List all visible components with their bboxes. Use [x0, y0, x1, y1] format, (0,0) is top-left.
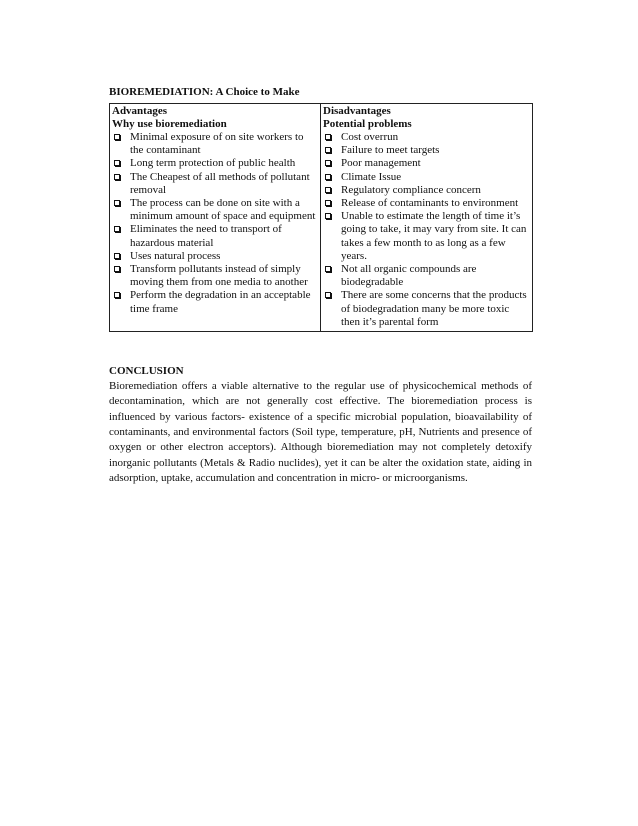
list-item-text: Transform pollutants instead of simply moving them from one media to another — [130, 263, 308, 289]
list-item — [112, 197, 318, 223]
advantages-disadvantages-table — [109, 103, 533, 332]
list-item — [323, 210, 530, 263]
list-item — [112, 171, 318, 197]
list-item — [323, 171, 530, 184]
list-item-text: Release of contaminants to environment — [341, 197, 519, 210]
conclusion-section — [109, 365, 532, 486]
list-item — [112, 223, 318, 249]
list-item-text: Long term protection of public health — [130, 157, 296, 170]
checkbox-bullet-icon — [114, 134, 120, 140]
list-item-text: Uses natural process — [130, 249, 221, 262]
advantages-heading: Advantages — [112, 105, 168, 117]
list-item — [112, 131, 318, 157]
checkbox-bullet-icon — [325, 266, 331, 272]
list-item — [112, 250, 318, 263]
advantages-list — [112, 131, 318, 316]
document-page — [109, 86, 532, 486]
checkbox-bullet-icon — [325, 134, 331, 140]
advantages-subheading: Why use bioremediation — [112, 118, 227, 130]
checkbox-bullet-icon — [325, 160, 331, 166]
list-item-text: Not all organic compounds are biodegradable — [341, 263, 477, 289]
checkbox-bullet-icon — [114, 253, 120, 259]
disadvantages-cell — [321, 104, 533, 332]
list-item — [323, 184, 530, 197]
list-item-text: Minimal exposure of on site workers to the contaminant — [130, 131, 304, 157]
checkbox-bullet-icon — [114, 160, 120, 166]
list-item-text: Perform the degradation in an acceptable time frame — [130, 289, 311, 315]
list-item-text: Unable to estimate the length of time it’s going to take, it may vary from site. It can takes a few month to as long as a few years. — [341, 210, 527, 262]
advantages-cell — [110, 104, 321, 332]
document-title: BIOREMEDIATION: A Choice to Make — [109, 86, 300, 98]
conclusion-heading: CONCLUSION — [109, 365, 184, 378]
checkbox-bullet-icon — [325, 147, 331, 153]
list-item-text: The process can be done on site with a minimum amount of space and equipment — [130, 197, 316, 223]
list-item — [323, 157, 530, 170]
list-item-text: Climate Issue — [341, 170, 402, 183]
list-item-text: Eliminates the need to transport of hazardous material — [130, 223, 282, 249]
table-row — [110, 104, 533, 332]
checkbox-bullet-icon — [325, 213, 331, 219]
list-item-text: Failure to meet targets — [341, 144, 440, 157]
list-item — [323, 144, 530, 157]
list-item — [112, 157, 318, 170]
list-item — [323, 131, 530, 144]
checkbox-bullet-icon — [325, 200, 331, 206]
disadvantages-list — [323, 131, 530, 329]
checkbox-bullet-icon — [325, 292, 331, 298]
list-item — [112, 289, 318, 315]
list-item — [112, 263, 318, 289]
disadvantages-subheading: Potential problems — [323, 118, 412, 130]
checkbox-bullet-icon — [114, 226, 120, 232]
checkbox-bullet-icon — [114, 200, 120, 206]
checkbox-bullet-icon — [114, 266, 120, 272]
list-item-text: Regulatory compliance concern — [341, 183, 481, 196]
list-item-text: There are some concerns that the products of biodegradation many be more toxic then it’s parental form — [341, 289, 527, 328]
conclusion-paragraph: Bioremediation offers a viable alternative to the regular use of physicochemical methods of decontamination, which are not generally cost effective. The bioremediation process is influenced by various factors- existence of a specific microbial population, bioavailability of contaminants, and environmental factors (Soil type, temperature, pH, Nutrients and presence of oxygen or other electron acceptors). Although bioremediation may not completely detoxify inorganic pollutants (Metals & Radio nuclides), yet it can be alter the oxidation state, aiding in adsorption, uptake, accumulation and concentration in micro- or microorganisms. — [109, 380, 532, 484]
checkbox-bullet-icon — [325, 174, 331, 180]
checkbox-bullet-icon — [325, 187, 331, 193]
list-item-text: The Cheapest of all methods of pollutant removal — [130, 170, 310, 196]
checkbox-bullet-icon — [114, 292, 120, 298]
list-item — [323, 289, 530, 329]
list-item-text: Cost overrun — [341, 131, 399, 143]
list-item-text: Poor management — [341, 157, 421, 170]
list-item — [323, 197, 530, 210]
disadvantages-heading: Disadvantages — [323, 105, 391, 117]
checkbox-bullet-icon — [114, 174, 120, 180]
list-item — [323, 263, 530, 289]
